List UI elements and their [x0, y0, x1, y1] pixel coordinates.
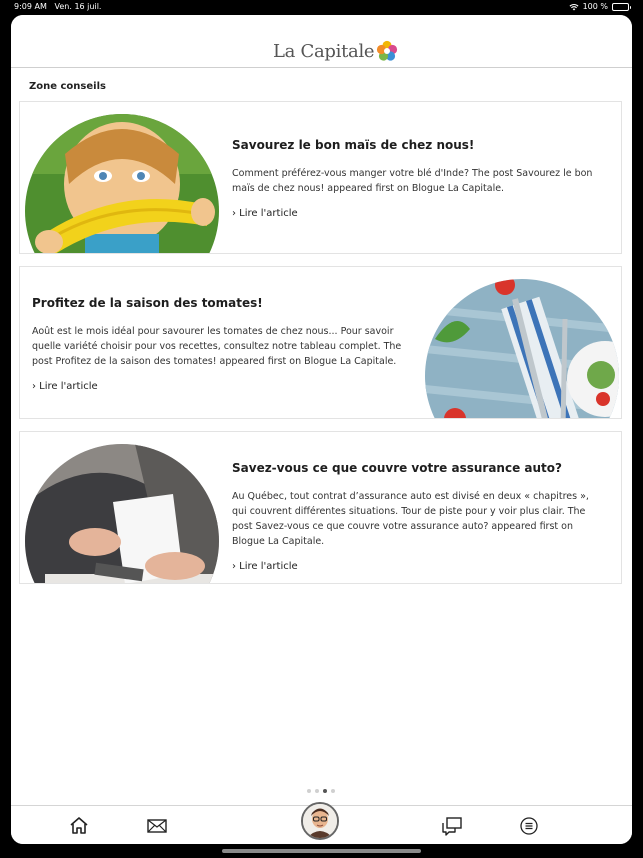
page-indicator[interactable]	[307, 789, 335, 793]
section-title: Zone conseils	[29, 81, 106, 92]
article-excerpt: Comment préférez-vous manger votre blé d'Inde? The post Savourez le bon maïs de chez nous! appeared first on Blogue La Capitale.	[232, 168, 593, 194]
tomato-table-photo	[425, 279, 619, 419]
app-screen	[11, 15, 632, 844]
logo[interactable]	[273, 40, 398, 62]
article-card[interactable]	[19, 101, 622, 254]
status-time: 9:09 AM Ven. 16 juil.	[14, 2, 102, 11]
menu-icon[interactable]	[518, 816, 540, 836]
page-dot[interactable]	[307, 789, 311, 793]
article-text	[32, 296, 412, 393]
article-title: Savez-vous ce que couvre votre assurance auto?	[232, 461, 562, 475]
flower-logo-icon	[376, 40, 398, 62]
article-excerpt: Août est le mois idéal pour savourer les tomates de chez nous... Pour savoir quelle variété choisir pour vos recettes, consultez notre tableau complet. The post Profitez de la saison des tomates! appeared first on Blogue La Capitale.	[32, 326, 402, 367]
read-article-link[interactable]: › Lire l'article	[32, 381, 98, 392]
article-title: Profitez de la saison des tomates!	[32, 296, 263, 310]
app-header	[11, 15, 632, 68]
article-card[interactable]	[19, 431, 622, 584]
mail-icon[interactable]	[146, 816, 168, 836]
tab-bar	[11, 805, 632, 844]
article-card[interactable]	[19, 266, 622, 419]
article-title: Savourez le bon maïs de chez nous!	[232, 138, 475, 152]
home-icon[interactable]	[68, 816, 90, 836]
battery-icon	[612, 3, 629, 11]
status-bar	[0, 0, 643, 14]
article-excerpt: Au Québec, tout contrat d’assurance auto est divisé en deux « chapitres », qui couvrent différentes situations. Tour de piste pour y voir plus clair. The post Savez-vous ce que couvre votre assurance auto? appeared first on Blogue La Capitale.	[232, 491, 589, 547]
avatar-button[interactable]	[301, 802, 339, 840]
page-dot-active[interactable]	[323, 789, 327, 793]
read-article-link[interactable]: › Lire l'article	[232, 208, 298, 219]
contract-signing-photo	[25, 444, 219, 584]
status-right	[569, 0, 629, 14]
read-article-link[interactable]: › Lire l'article	[232, 561, 298, 572]
home-indicator[interactable]	[222, 849, 421, 853]
logo-text: La Capitale	[273, 40, 375, 62]
avatar-icon	[303, 804, 337, 838]
chat-icon[interactable]	[441, 816, 463, 836]
article-text	[232, 138, 602, 220]
corn-photo	[25, 114, 219, 254]
battery-text: 100 %	[582, 2, 608, 11]
status-date: Ven. 16 juil.	[54, 2, 102, 11]
page-dot[interactable]	[315, 789, 319, 793]
wifi-icon	[569, 3, 579, 11]
page-dot[interactable]	[331, 789, 335, 793]
article-text	[232, 461, 602, 573]
